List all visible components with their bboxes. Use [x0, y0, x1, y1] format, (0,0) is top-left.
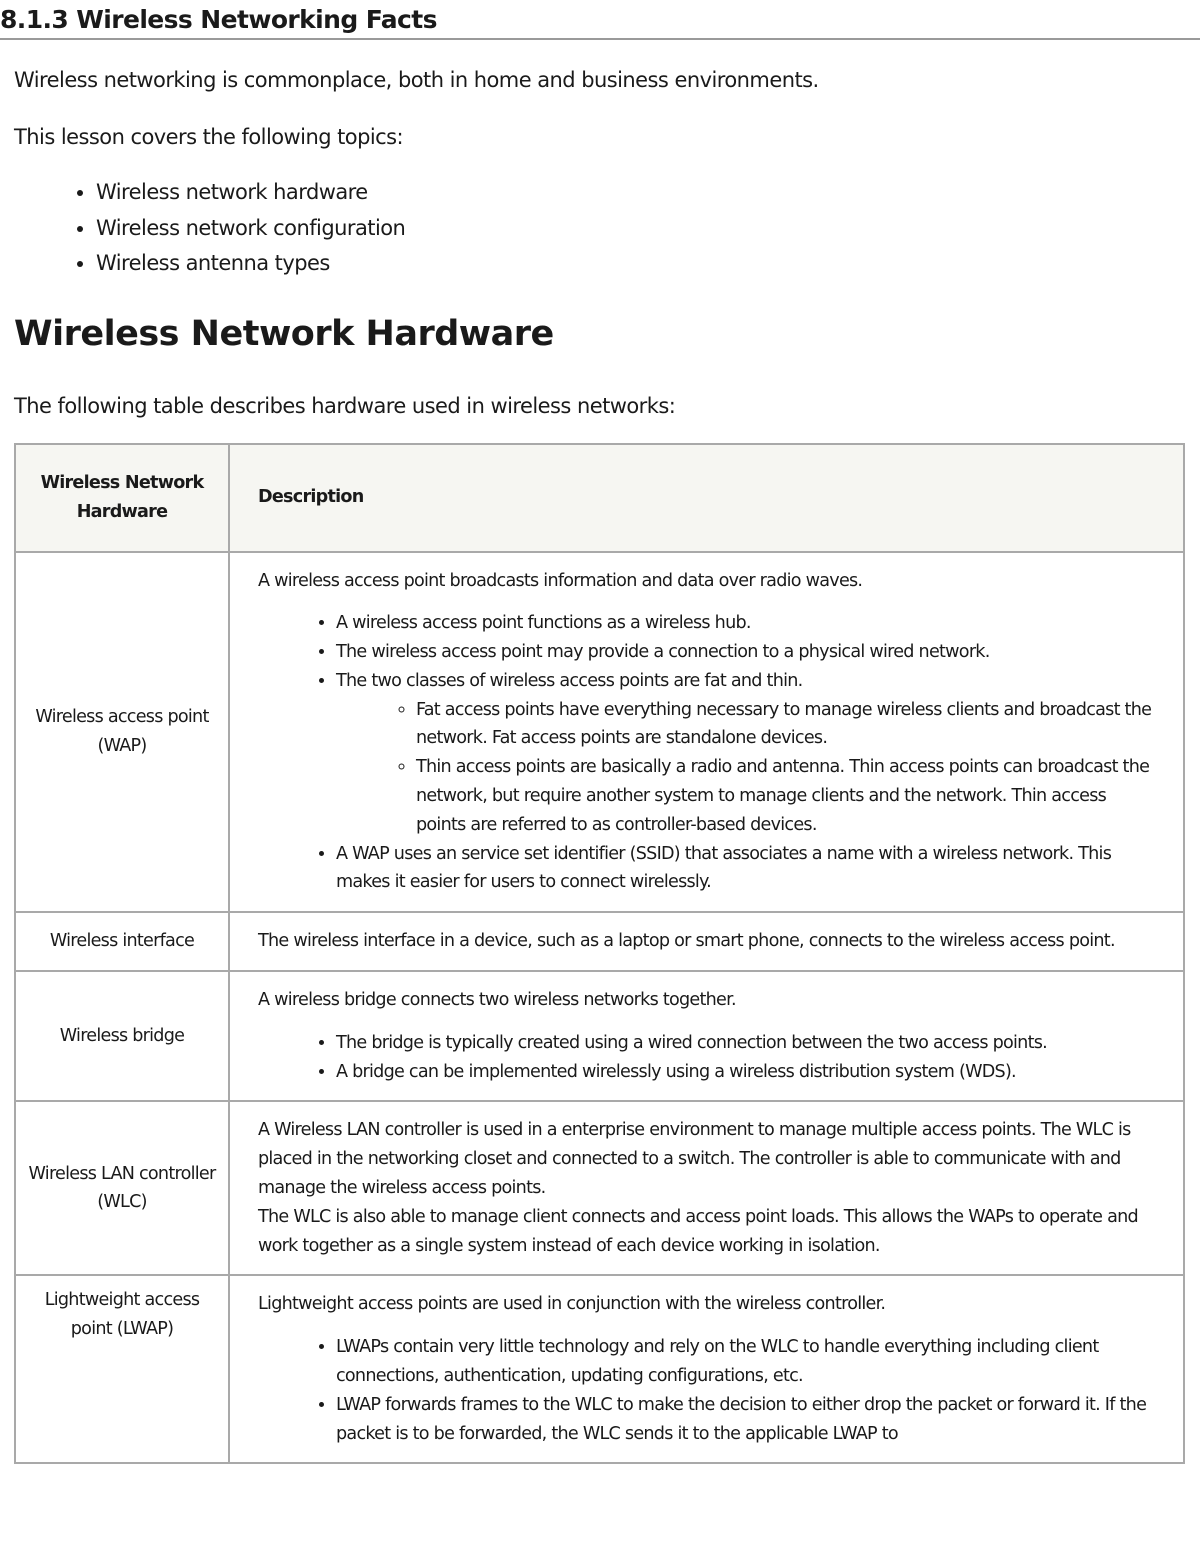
topics-list — [14, 175, 1200, 282]
bullet-item: • LWAP forwards frames to the WLC to make the decision to either drop the packet or forward it. If the packet is to be forwarded, the WLC sends it to the applicable LWAP to — [336, 1391, 1157, 1449]
hardware-name: Wireless interface — [15, 912, 229, 971]
table-header-row — [15, 444, 1184, 552]
description-bullets — [258, 1333, 1157, 1448]
description-intro: A wireless bridge connects two wireless networks together. — [258, 990, 736, 1011]
sub-bullet-item: ◦ Thin access points are basically a radio and antenna. Thin access points can broadcast the network, but require another system to manage clients and the network. Thin access points are referred to as controller-based devices. — [416, 753, 1157, 839]
sub-bullet-item: ◦ Fat access points have everything necessary to manage wireless clients and broadcast the network. Fat access points are standalone devices. — [416, 696, 1157, 754]
topic-item: • Wireless network configuration — [96, 211, 1200, 247]
bullet-item — [336, 667, 1157, 840]
hardware-description — [229, 1275, 1184, 1463]
bullet-item: • The bridge is typically created using a wired connection between the two access points. — [336, 1029, 1157, 1058]
table-row — [15, 1101, 1184, 1275]
hardware-name: Wireless bridge — [15, 971, 229, 1101]
description-intro: Lightweight access points are used in conjunction with the wireless controller. — [258, 1294, 886, 1315]
topic-item: • Wireless network hardware — [96, 175, 1200, 211]
table-row — [15, 552, 1184, 913]
bullet-item: • A bridge can be implemented wirelessly using a wireless distribution system (WDS). — [336, 1058, 1157, 1087]
lesson-content — [0, 64, 1200, 1464]
hardware-description — [229, 912, 1184, 971]
description-bullets — [258, 609, 1157, 897]
description-bullets — [258, 1029, 1157, 1087]
description-text: The wireless interface in a device, such as a laptop or smart phone, connects to the wireless access point. — [258, 931, 1115, 952]
bullet-item: • A wireless access point functions as a wireless hub. — [336, 609, 1157, 638]
hardware-name: Wireless access point (WAP) — [15, 552, 229, 913]
table-row — [15, 912, 1184, 971]
intro-paragraph: Wireless networking is commonplace, both in home and business environments. — [14, 68, 819, 92]
bullet-item: • The wireless access point may provide a connection to a physical wired network. — [336, 638, 1157, 667]
page-title: 8.1.3 Wireless Networking Facts — [0, 0, 1200, 40]
hardware-description — [229, 552, 1184, 913]
header-description: Description — [229, 444, 1184, 552]
hardware-table — [14, 443, 1185, 1465]
description-paragraph: The WLC is also able to manage client connects and access point loads. This allows the WAPs to operate and work together as a single system instead of each device working in isolation. — [258, 1206, 1138, 1256]
hardware-description — [229, 1101, 1184, 1275]
header-hardware: Wireless Network Hardware — [15, 444, 229, 552]
table-caption: The following table describes hardware used in wireless networks: — [14, 393, 676, 418]
bullet-text: The two classes of wireless access points are fat and thin. — [336, 670, 803, 691]
description-intro: A wireless access point broadcasts information and data over radio waves. — [258, 570, 863, 591]
sub-bullets — [336, 696, 1157, 840]
topics-intro: This lesson covers the following topics: — [14, 125, 404, 149]
hardware-name: Lightweight access point (LWAP) — [15, 1275, 229, 1463]
table-row — [15, 971, 1184, 1101]
bullet-item: • A WAP uses an service set identifier (SSID) that associates a name with a wireless network. This makes it easier for users to connect wirelessly. — [336, 840, 1157, 898]
table-row — [15, 1275, 1184, 1463]
hardware-name: Wireless LAN controller (WLC) — [15, 1101, 229, 1275]
description-paragraph: A Wireless LAN controller is used in a enterprise environment to manage multiple access points. The WLC is placed in the networking closet and connected to a switch. The controller is able to communicate with and manage the wireless access points. — [258, 1120, 1131, 1199]
section-heading: Wireless Network Hardware — [14, 313, 554, 354]
topic-item: • Wireless antenna types — [96, 246, 1200, 282]
bullet-item: • LWAPs contain very little technology and rely on the WLC to handle everything including client connections, authentication, updating configurations, etc. — [336, 1333, 1157, 1391]
hardware-description — [229, 971, 1184, 1101]
